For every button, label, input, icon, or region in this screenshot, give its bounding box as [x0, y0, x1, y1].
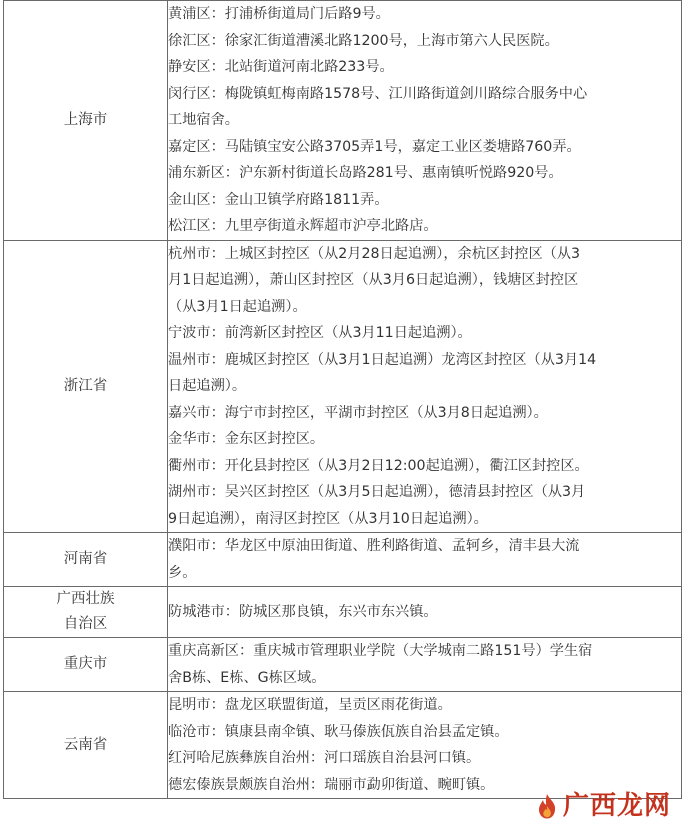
detail-line: 9日起追溯），南浔区封控区（从3月10日起追溯）。	[168, 510, 488, 527]
detail-cell	[168, 692, 682, 799]
detail-cell	[168, 638, 682, 692]
detail-line: 月1日起追溯），萧山区封控区（从3月6日起追溯），钱塘区封控区	[168, 272, 579, 288]
watermark-text: 广西龙网	[562, 791, 671, 821]
detail-line: 乡。	[168, 564, 197, 581]
region-cell	[4, 638, 168, 692]
region-name: 河南省	[63, 551, 108, 567]
region-table	[3, 0, 682, 799]
detail-line: 闵行区：梅陇镇虹梅南路1578号、江川路街道剑川路综合服务中心	[168, 85, 588, 102]
table-row	[4, 1, 682, 241]
detail-line: 日起追溯）。	[168, 378, 247, 394]
detail-line: 嘉兴市：海宁市封控区，平湖市封控区（从3月8日起追溯）。	[168, 404, 548, 421]
detail-line: 松江区：九里亭街道永辉超市沪亭北路店。	[168, 218, 438, 234]
table-row	[4, 240, 682, 533]
flame-logo-svg	[535, 792, 559, 820]
table-row	[4, 587, 682, 638]
detail-line: 濮阳市：华龙区中原油田街道、胜利路街道、孟轲乡，清丰县大流	[168, 538, 580, 554]
detail-line: 昆明市：盘龙区联盟街道，呈贡区雨花街道。	[168, 697, 452, 713]
detail-line: 湖州市：吴兴区封控区（从3月5日起追溯），德清县封控区（从3月	[168, 484, 586, 500]
region-cell	[4, 240, 168, 533]
detail-line: 黄浦区：打浦桥街道局门后路9号。	[168, 6, 390, 22]
flame-logo-icon	[535, 792, 559, 820]
detail-line: 重庆高新区：重庆城市管理职业学院（大学城南二路151号）学生宿	[168, 643, 593, 659]
detail-line: 衢州市：开化县封控区（从3月2日12:00起追溯），衢江区封控区。	[168, 457, 589, 474]
region-cell	[4, 587, 168, 638]
region-cell	[4, 692, 168, 799]
region-cell	[4, 533, 168, 587]
detail-line: 金华市：金东区封控区。	[168, 431, 325, 447]
region-name: 上海市	[63, 111, 108, 128]
detail-line: 嘉定区：马陆镇宝安公路3705弄1号，嘉定工业区娄塘路760弄。	[168, 138, 581, 155]
region-name: 浙江省	[63, 377, 108, 394]
detail-line: 舍B栋、E栋、G栋区域。	[168, 669, 326, 686]
detail-cell	[168, 533, 682, 587]
detail-line: 温州市：鹿城区封控区（从3月1日起追溯）龙湾区封控区（从3月14	[168, 351, 597, 368]
detail-line: 工地宿舍。	[168, 112, 239, 128]
detail-line: （从3月1日起追溯）。	[168, 298, 307, 315]
detail-line: 临沧市：镇康县南伞镇、耿马傣族佤族自治县孟定镇。	[168, 723, 509, 740]
detail-cell	[168, 1, 682, 241]
table-body	[4, 1, 682, 799]
detail-line: 杭州市：上城区封控区（从2月28日起追溯），余杭区封控区（从3	[168, 245, 581, 262]
region-cell	[4, 1, 168, 241]
table-row	[4, 533, 682, 587]
detail-line: 金山区：金山卫镇学府路1811弄。	[168, 191, 389, 208]
detail-cell	[168, 587, 682, 638]
detail-line: 防城港市：防城区那良镇，东兴市东兴镇。	[168, 603, 438, 620]
detail-line: 徐汇区：徐家汇街道漕溪北路1200号，上海市第六人民医院。	[168, 32, 559, 49]
region-name: 自治区	[63, 616, 108, 632]
table-row	[4, 692, 682, 799]
detail-line: 德宏傣族景颇族自治州：瑞丽市勐卯街道、畹町镇。	[168, 776, 495, 793]
region-name: 云南省	[63, 736, 108, 753]
detail-line: 浦东新区：沪东新村街道长岛路281号、惠南镇听悦路920号。	[168, 165, 563, 181]
region-name: 重庆市	[63, 656, 108, 672]
region-name: 广西壮族	[56, 591, 115, 607]
detail-line: 宁波市：前湾新区封控区（从3月11日起追溯）。	[168, 325, 472, 341]
table-row	[4, 638, 682, 692]
detail-line: 红河哈尼族彝族自治州：河口瑶族自治县河口镇。	[168, 750, 481, 766]
detail-cell	[168, 240, 682, 533]
detail-line: 静安区：北站街道河南北路233号。	[168, 59, 394, 75]
watermark	[535, 791, 671, 821]
